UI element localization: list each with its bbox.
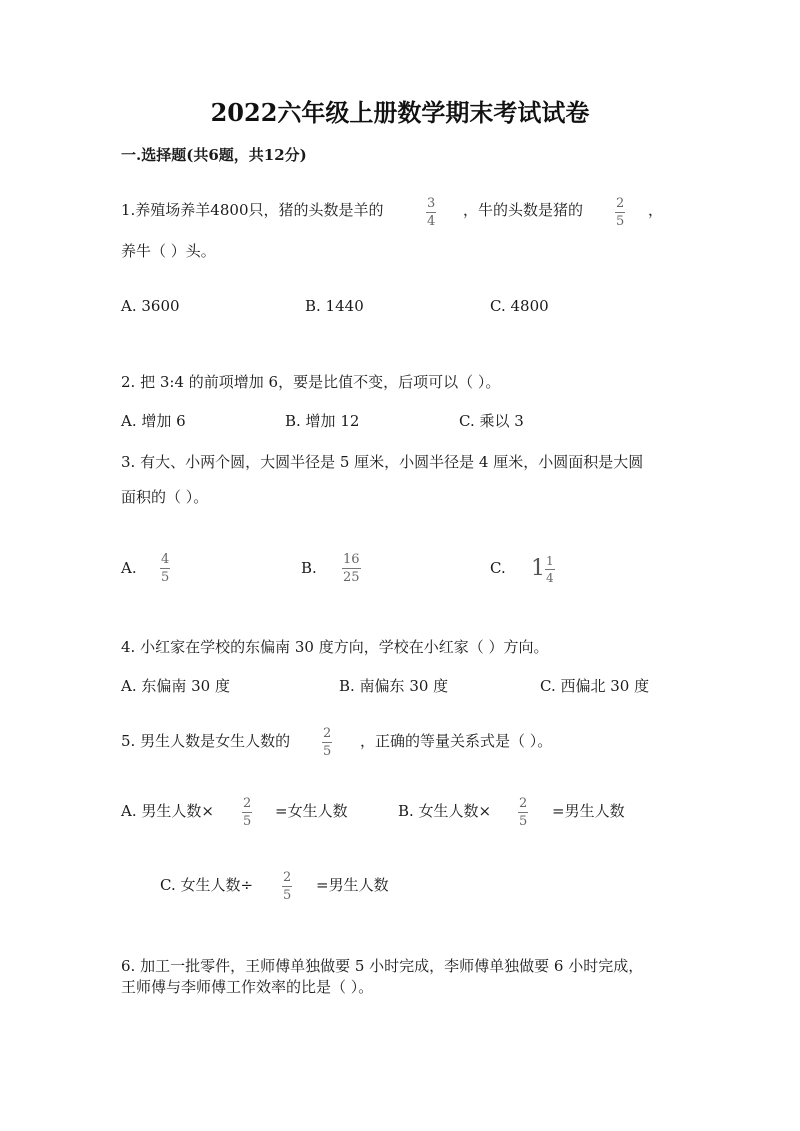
q1-fraction-2 <box>615 197 625 228</box>
q2-option-a[interactable]: A. 增加 6 <box>121 412 186 430</box>
fraction-bar <box>322 742 332 743</box>
q3-option-b-den: 25 <box>343 570 360 585</box>
q5-fraction-num: 2 <box>323 726 332 741</box>
q5-option-c-text[interactable]: C. 女生人数÷ <box>160 876 254 894</box>
q3-option-a-fraction <box>160 553 170 584</box>
fraction-bar <box>545 569 555 570</box>
q5-option-b-rest: =男生人数 <box>552 802 625 820</box>
fraction-bar <box>518 812 528 813</box>
q1-option-a[interactable]: A. 3600 <box>121 297 180 315</box>
q3-line-1: 3. 有大、小两个圆，大圆半径是 5 厘米，小圆半径是 4 厘米，小圆面积是大圆 <box>121 453 644 471</box>
q4-option-c[interactable]: C. 西偏北 30 度 <box>540 677 650 695</box>
q1-fraction-1 <box>426 197 436 228</box>
q3-option-a-den: 5 <box>161 570 170 585</box>
q3-option-c-fraction <box>545 555 555 584</box>
q1-line-2: 养牛（ ）头。 <box>121 242 216 260</box>
q5-option-c-den: 5 <box>283 888 292 903</box>
q4-option-a[interactable]: A. 东偏南 30 度 <box>121 677 230 695</box>
fraction-bar <box>342 568 361 569</box>
q3-option-c-num: 1 <box>546 554 554 568</box>
q2-text: 2. 把 3:4 的前项增加 6，要是比值不变，后项可以（ ）。 <box>121 373 501 391</box>
q5-option-a-text[interactable]: A. 男生人数× <box>121 802 214 820</box>
q2-option-c[interactable]: C. 乘以 3 <box>459 412 524 430</box>
fraction-bar <box>242 812 252 813</box>
q5-option-a-num: 2 <box>243 796 252 811</box>
q3-option-c-whole: 1 <box>531 556 545 581</box>
q3-option-b-fraction <box>342 553 361 584</box>
q5-option-b-num: 2 <box>519 796 528 811</box>
q5-option-a-rest: =女生人数 <box>275 802 348 820</box>
q1-fraction-2-den: 5 <box>616 214 625 229</box>
q5-option-c-rest: =男生人数 <box>316 876 389 894</box>
q1-fraction-1-den: 4 <box>427 214 436 229</box>
page-title: 2022六年级上册数学期末考试试卷 <box>210 98 590 127</box>
q5-text-b: ，正确的等量关系式是（ ）。 <box>360 732 553 750</box>
q3-option-c-label[interactable]: C. <box>490 559 506 577</box>
q5-option-b-text[interactable]: B. 女生人数× <box>398 802 492 820</box>
q3-option-c-den: 4 <box>546 571 554 585</box>
fraction-bar <box>282 886 292 887</box>
q5-fraction <box>322 727 332 758</box>
q1-text-c: ， <box>648 201 664 219</box>
q5-text-a: 5. 男生人数是女生人数的 <box>121 732 291 750</box>
q1-option-c[interactable]: C. 4800 <box>490 297 549 315</box>
q3-option-b-num: 16 <box>343 552 360 567</box>
q4-option-b[interactable]: B. 南偏东 30 度 <box>339 677 449 695</box>
fraction-bar <box>160 568 170 569</box>
fraction-bar <box>615 212 625 213</box>
q4-text: 4. 小红家在学校的东偏南 30 度方向，学校在小红家（ ）方向。 <box>121 638 549 656</box>
q3-option-a-label[interactable]: A. <box>121 559 137 577</box>
q1-text-b: ，牛的头数是猪的 <box>463 201 584 219</box>
q6-line-1: 6. 加工一批零件，王师傅单独做要 5 小时完成，李师傅单独做要 6 小时完成， <box>121 957 644 975</box>
q1-text-a: 1.养殖场养羊4800只，猪的头数是羊的 <box>121 201 384 219</box>
q2-option-b[interactable]: B. 增加 12 <box>285 412 360 430</box>
q5-option-a-den: 5 <box>243 814 252 829</box>
q5-option-a-fraction <box>242 797 252 828</box>
q6-line-2: 王师傅与李师傅工作效率的比是（ ）。 <box>121 978 374 996</box>
q5-fraction-den: 5 <box>323 744 332 759</box>
q5-option-c-fraction <box>282 871 292 902</box>
q1-fraction-1-num: 3 <box>427 196 436 211</box>
q3-option-b-label[interactable]: B. <box>301 559 317 577</box>
q3-option-a-num: 4 <box>161 552 170 567</box>
q5-option-b-den: 5 <box>519 814 528 829</box>
section-heading: 一.选择题(共6题，共12分) <box>121 146 307 164</box>
q5-option-b-fraction <box>518 797 528 828</box>
q3-line-2: 面积的（ ）。 <box>121 488 209 506</box>
fraction-bar <box>426 212 436 213</box>
q5-option-c-num: 2 <box>283 870 292 885</box>
q1-fraction-2-num: 2 <box>616 196 625 211</box>
q1-option-b[interactable]: B. 1440 <box>305 297 364 315</box>
